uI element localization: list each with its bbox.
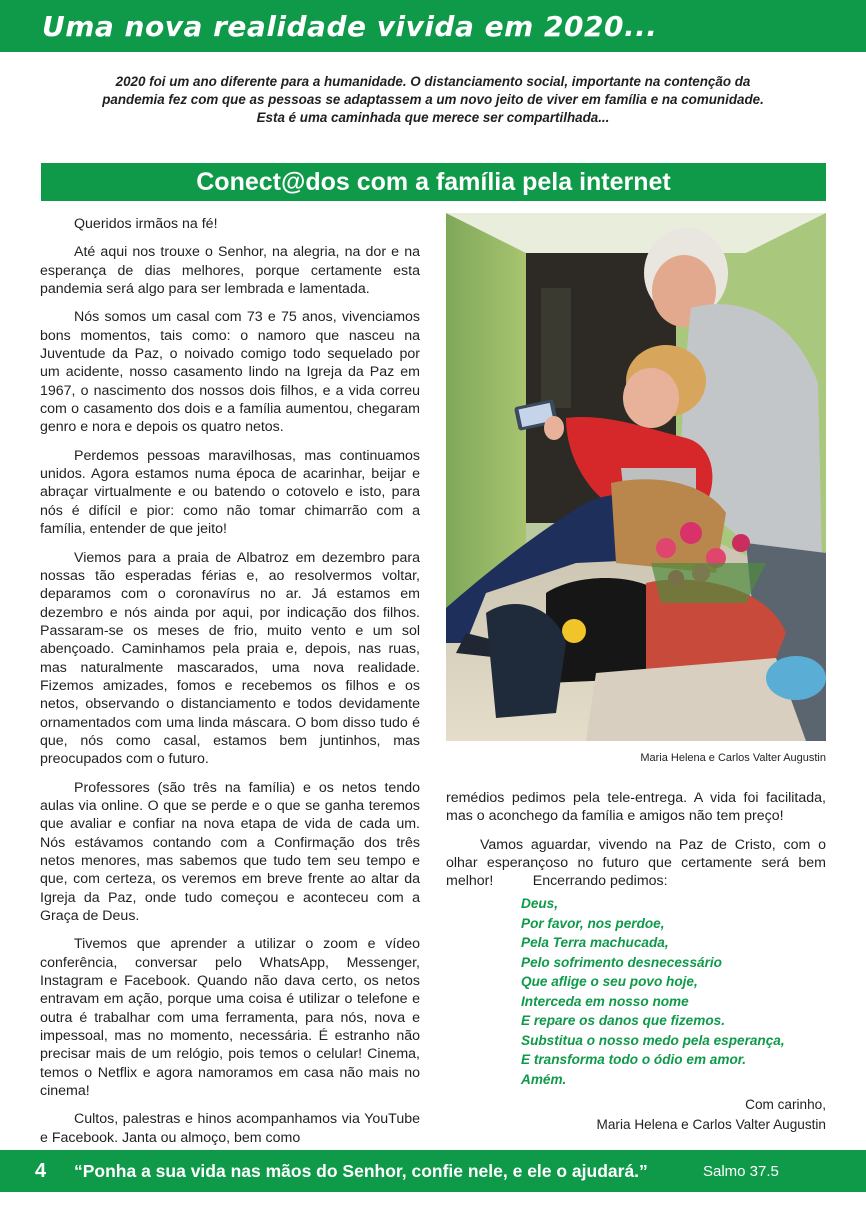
- closing: Com carinho,: [745, 1097, 826, 1112]
- top-banner: [0, 0, 866, 52]
- paragraph: Nós somos um casal com 73 e 75 anos, vivenciamos bons momentos, tais como: o namoro que nasceu na Juventude da Paz, o noivado comigo todo sequelado por um acidente, nosso casamento lindo na Igreja da Paz em 1967, o nascimento dos nossos dois filhos, e a vida correu com o casamento dos dois e a família aumentou, chegaram genro e nora e depois os quatro netos.: [40, 309, 420, 436]
- intro-text: [40, 73, 826, 127]
- prayer-line: E transforma todo o ódio em amor.: [521, 1052, 747, 1067]
- paragraph: Professores (são três na família) e os netos tendo aulas via online. O que se perde e o que se ganha teremos que avaliar e confiar na nova etapa de vida de cada um. Nós estávamos contando com a Confirmação dos três netos menores, mas sabemos que tudo tem seu tempo e que, com certeza, os veremos em breve frente ao altar da Igreja da Paz, onde tudo começou e aconteceu com a Graça de Deus.: [40, 779, 420, 925]
- photo-caption: Maria Helena e Carlos Valter Augustin: [640, 752, 826, 764]
- paragraph: Até aqui nos trouxe o Senhor, na alegria, na dor e na esperança de dias melhores, porque certamente esta pandemia será algo para ser lembrada e lamentada.: [40, 244, 420, 298]
- signature: Maria Helena e Carlos Valter Augustin: [596, 1116, 826, 1132]
- footer-quote: “Ponha a sua vida nas mãos do Senhor, confie nele, e ele o ajudará.”: [74, 1161, 648, 1181]
- intro-line: Esta é uma caminhada que merece ser compartilhada...: [256, 110, 610, 125]
- paragraph: Queridos irmãos na fé!: [74, 216, 218, 232]
- bottom-banner: [0, 1150, 866, 1192]
- prayer-line: Deus,: [521, 896, 559, 911]
- signature-block: [500, 1095, 826, 1134]
- prayer-line: Por favor, nos perdoe,: [521, 915, 665, 931]
- page-number: 4: [35, 1160, 47, 1182]
- article-heading: Conect@dos com a família pela internet: [196, 167, 671, 196]
- paragraph: Viemos para a praia de Albatroz em dezembro para nossas tão esperadas férias e, ao resolvermos voltar, deparamos com o coronavírus no ar. Já estamos em dezembro e nós ainda por aqui, por indicação dos filhos. Passaram-se os meses de frio, muito vento e um sol abençoado. Caminhamos pela praia e, depois, nas ruas, mas naturalmente mascarados, uma nova realidade. Fizemos amizades, fomos e recebemos os filhos e os netos, observando o distanciamento e todos devidamente ornamentados com uma linda máscara. O bom disso tudo é que, nós como casal, estamos bem juntinhos, mas preocupados com o futuro.: [40, 549, 420, 768]
- paragraph: Tivemos que aprender a utilizar o zoom e vídeo conferência, conversar pelo WhatsApp, Messenger, Instagram e Facebook. Quando não dava certo, os netos entravam em ação, porque uma coisa é utilizar o telefone e outra é trabalhar com uma ferramenta, para nós, nova e impessoal, mas no momento, necessária. É estranho não precisar mais de um relógio, pois temos o celular! Cinema, temos o Netflix e agora namoramos em casa não mais no cinema!: [40, 936, 420, 1100]
- intro-line: pandemia fez com que as pessoas se adaptassem a um novo jeito de viver em família e na comunidade.: [102, 92, 764, 107]
- paragraph: Vamos aguardar, vivendo na Paz de Cristo, com o olhar esperançoso no futuro que certamente será bem melhor! Encerrando pedimos:: [446, 836, 830, 890]
- page-title: Uma nova realidade vivida em 2020...: [42, 10, 658, 43]
- prayer-line: Pelo sofrimento desnecessário: [521, 954, 722, 970]
- paragraph: Cultos, palestras e hinos acompanhamos via YouTube e Facebook. Janta ou almoço, bem como: [40, 1111, 420, 1146]
- prayer-line: E repare os danos que fizemos.: [521, 1013, 725, 1028]
- prayer-line: Que aflige o seu povo hoje,: [521, 974, 698, 989]
- prayer-line: Interceda em nosso nome: [521, 993, 689, 1009]
- prayer-line: Pela Terra machucada,: [521, 935, 669, 950]
- right-column: [446, 789, 830, 901]
- paragraph: Perdemos pessoas maravilhosas, mas continuamos unidos. Agora estamos numa época de acarinhar, beijar e abraçar virtualmente e ou batendo o cotovelo e isto, para nós é difícil e pior: como não tomar chimarrão com a família, entender de que jeito!: [40, 447, 420, 538]
- prayer-line: Amém.: [521, 1071, 567, 1087]
- prayer: [521, 894, 826, 1089]
- intro-line: 2020 foi um ano diferente para a humanidade. O distanciamento social, importante na contenção da: [115, 74, 751, 89]
- couple-photo: [446, 213, 826, 741]
- left-column: [40, 215, 420, 1157]
- prayer-line: Substitua o nosso medo pela esperança,: [521, 1032, 785, 1048]
- footer-reference: Salmo 37.5: [703, 1163, 779, 1180]
- paragraph: remédios pedimos pela tele-entrega. A vida foi facilitada, mas o aconchego da família e amigos não tem preço!: [446, 790, 826, 825]
- section-heading-bar: [41, 163, 826, 201]
